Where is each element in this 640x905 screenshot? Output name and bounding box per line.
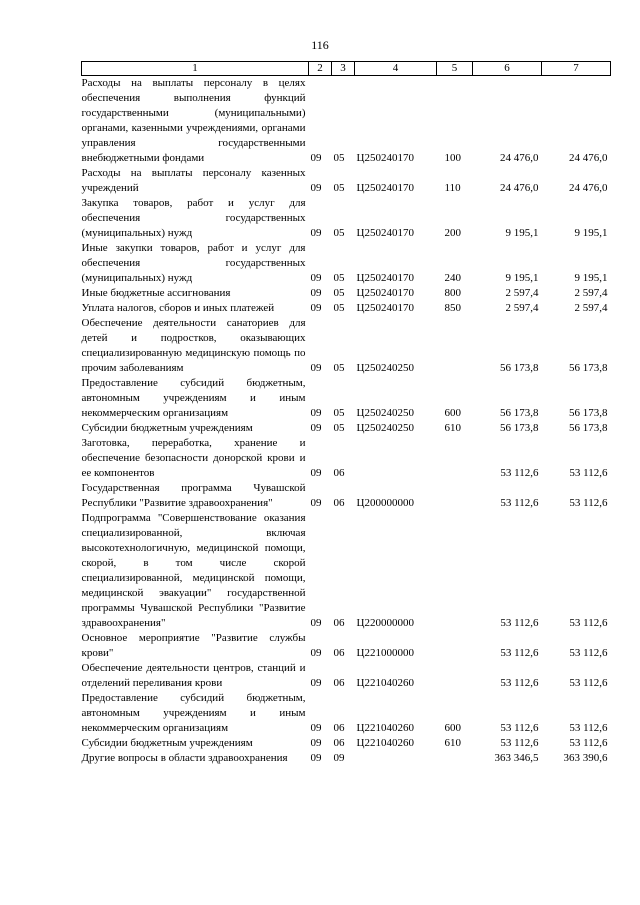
row-target-code: Ц250240170 — [356, 287, 414, 299]
row-name: Иные бюджетные ассигнования — [81, 287, 231, 299]
row-name: Основное мероприятие "Развитие службы крови" — [81, 632, 306, 659]
table-row — [82, 661, 611, 691]
row-amount-2: 24 476,0 — [569, 152, 608, 164]
column-header-amount-1: 6 — [473, 62, 542, 76]
table-row — [82, 376, 611, 421]
row-amount-2: 2 597,4 — [574, 287, 608, 299]
row-amount-1: 56 173,8 — [500, 422, 539, 434]
table-row — [82, 481, 611, 511]
row-section-code: 09 — [310, 497, 322, 509]
row-section-code: 09 — [310, 227, 322, 239]
row-amount-2: 9 195,1 — [574, 227, 608, 239]
column-header-section: 2 — [309, 62, 332, 76]
table-row — [82, 76, 611, 167]
row-section-code: 09 — [310, 152, 322, 164]
row-target-code: Ц221000000 — [356, 647, 414, 659]
row-expense-type: 200 — [444, 227, 461, 239]
row-subsection-code: 06 — [333, 497, 345, 509]
table-row — [82, 691, 611, 736]
row-target-code — [355, 751, 437, 766]
table-row — [82, 166, 611, 196]
row-expense-type: 850 — [444, 302, 461, 314]
row-target-code: Ц250240170 — [356, 272, 414, 284]
row-expense-type — [437, 481, 473, 511]
row-target-code: Ц221040260 — [356, 722, 414, 734]
column-header-expense-type: 5 — [437, 62, 473, 76]
row-section-code: 09 — [310, 272, 322, 284]
row-amount-1: 2 597,4 — [505, 302, 539, 314]
table-row — [82, 241, 611, 286]
budget-table — [81, 61, 611, 766]
row-amount-1: 53 112,6 — [500, 677, 539, 689]
table-row — [82, 511, 611, 631]
row-expense-type: 600 — [444, 407, 461, 419]
row-name: Расходы на выплаты персоналу казенных учреждений — [81, 167, 306, 194]
row-subsection-code: 06 — [333, 722, 345, 734]
row-expense-type: 110 — [444, 182, 461, 194]
row-expense-type: 240 — [444, 272, 461, 284]
row-amount-2: 53 112,6 — [569, 722, 608, 734]
row-target-code: Ц250240250 — [356, 407, 414, 419]
table-row — [82, 301, 611, 316]
row-section-code: 09 — [310, 677, 322, 689]
row-subsection-code: 05 — [333, 422, 345, 434]
row-name: Предоставление субсидий бюджетным, автономным учреждениям и иным некоммерческим организациям — [81, 692, 306, 734]
row-amount-2: 56 173,8 — [569, 407, 608, 419]
row-name: Расходы на выплаты персоналу в целях обеспечения выполнения функций государственными (муниципальными) органами, казенными учреждениями, органами управления государственными внебюджетными фондами — [81, 77, 306, 164]
row-section-code: 09 — [310, 362, 322, 374]
row-name: Закупка товаров, работ и услуг для обеспечения государственных (муниципальных) нужд — [81, 197, 306, 239]
row-amount-2: 56 173,8 — [569, 422, 608, 434]
row-amount-1: 2 597,4 — [505, 287, 539, 299]
row-amount-1: 56 173,8 — [500, 362, 539, 374]
row-expense-type: 100 — [444, 152, 461, 164]
row-amount-1: 24 476,0 — [500, 182, 539, 194]
row-expense-type — [437, 631, 473, 661]
table-row — [82, 736, 611, 751]
row-amount-1: 53 112,6 — [500, 737, 539, 749]
row-subsection-code: 05 — [333, 152, 345, 164]
row-name: Субсидии бюджетным учреждениям — [81, 422, 253, 434]
table-header — [82, 62, 611, 76]
table-row — [82, 631, 611, 661]
row-amount-1: 9 195,1 — [505, 227, 539, 239]
row-subsection-code: 06 — [333, 467, 345, 479]
row-expense-type — [437, 316, 473, 376]
row-target-code: Ц220000000 — [356, 617, 414, 629]
row-subsection-code: 06 — [333, 677, 345, 689]
row-subsection-code: 09 — [333, 752, 345, 764]
row-amount-1: 53 112,6 — [500, 467, 539, 479]
row-target-code: Ц250240170 — [356, 302, 414, 314]
row-name: Обеспечение деятельности центров, станций и отделений переливания крови — [81, 662, 306, 689]
table-row — [82, 421, 611, 436]
table-row — [82, 316, 611, 376]
row-subsection-code: 06 — [333, 737, 345, 749]
row-expense-type — [437, 751, 473, 766]
row-target-code: Ц221040260 — [356, 737, 414, 749]
row-amount-2: 53 112,6 — [569, 737, 608, 749]
row-subsection-code: 05 — [333, 272, 345, 284]
table-body — [82, 76, 611, 767]
row-target-code: Ц221040260 — [356, 677, 414, 689]
row-amount-2: 53 112,6 — [569, 677, 608, 689]
row-amount-1: 56 173,8 — [500, 407, 539, 419]
row-expense-type: 610 — [444, 737, 461, 749]
row-expense-type: 600 — [444, 722, 461, 734]
row-name: Подпрограмма "Совершенствование оказания специализированной, включая высокотехнологичную, медицинской помощи, скорой, в том числе скорой специализированной, медицинской помощи, медицинской эвакуации" государственной программы Чувашской Республики "Развитие здравоохранения" — [81, 512, 306, 629]
row-expense-type — [437, 436, 473, 481]
row-amount-2: 9 195,1 — [574, 272, 608, 284]
row-amount-1: 53 112,6 — [500, 722, 539, 734]
column-header-amount-2: 7 — [542, 62, 611, 76]
table-row — [82, 196, 611, 241]
table-row — [82, 436, 611, 481]
row-name: Обеспечение деятельности санаториев для детей и подростков, оказывающих специализированную медицинскую помощь по прочим заболеваниям — [81, 317, 306, 374]
row-amount-1: 53 112,6 — [500, 647, 539, 659]
row-section-code: 09 — [310, 617, 322, 629]
row-section-code: 09 — [310, 722, 322, 734]
row-amount-2: 53 112,6 — [569, 647, 608, 659]
row-expense-type: 610 — [444, 422, 461, 434]
row-section-code: 09 — [310, 422, 322, 434]
row-subsection-code: 05 — [333, 362, 345, 374]
row-target-code — [355, 436, 437, 481]
column-header-target-code: 4 — [355, 62, 437, 76]
row-name: Государственная программа Чувашской Республики "Развитие здравоохранения" — [81, 482, 306, 509]
row-name: Субсидии бюджетным учреждениям — [81, 737, 253, 749]
row-amount-2: 56 173,8 — [569, 362, 608, 374]
row-section-code: 09 — [310, 737, 322, 749]
row-section-code: 09 — [310, 302, 322, 314]
row-target-code: Ц250240170 — [356, 182, 414, 194]
row-name: Уплата налогов, сборов и иных платежей — [81, 302, 275, 314]
row-target-code: Ц250240250 — [356, 362, 414, 374]
row-section-code: 09 — [310, 467, 322, 479]
row-subsection-code: 06 — [333, 647, 345, 659]
row-amount-1: 24 476,0 — [500, 152, 539, 164]
row-amount-1: 9 195,1 — [505, 272, 539, 284]
row-subsection-code: 05 — [333, 287, 345, 299]
row-subsection-code: 06 — [333, 617, 345, 629]
row-expense-type — [437, 661, 473, 691]
row-section-code: 09 — [310, 182, 322, 194]
table-row — [82, 286, 611, 301]
row-section-code: 09 — [310, 752, 322, 764]
page-number: 116 — [311, 38, 329, 52]
row-amount-2: 2 597,4 — [574, 302, 608, 314]
row-subsection-code: 05 — [333, 182, 345, 194]
row-target-code: Ц200000000 — [356, 497, 414, 509]
row-section-code: 09 — [310, 287, 322, 299]
row-section-code: 09 — [310, 647, 322, 659]
row-target-code: Ц250240170 — [356, 152, 414, 164]
row-amount-2: 363 390,6 — [563, 752, 608, 764]
row-amount-2: 53 112,6 — [569, 497, 608, 509]
row-subsection-code: 05 — [333, 407, 345, 419]
row-expense-type — [437, 511, 473, 631]
row-amount-1: 53 112,6 — [500, 497, 539, 509]
row-target-code: Ц250240250 — [356, 422, 414, 434]
row-expense-type: 800 — [444, 287, 461, 299]
row-amount-2: 53 112,6 — [569, 467, 608, 479]
column-header-name: 1 — [82, 62, 309, 76]
row-name: Другие вопросы в области здравоохранения — [81, 752, 288, 764]
row-amount-1: 53 112,6 — [500, 617, 539, 629]
row-amount-1: 363 346,5 — [494, 752, 539, 764]
row-subsection-code: 05 — [333, 227, 345, 239]
row-amount-2: 53 112,6 — [569, 617, 608, 629]
column-header-subsection: 3 — [332, 62, 355, 76]
row-name: Предоставление субсидий бюджетным, автономным учреждениям и иным некоммерческим организациям — [81, 377, 306, 419]
row-amount-2: 24 476,0 — [569, 182, 608, 194]
row-name: Иные закупки товаров, работ и услуг для обеспечения государственных (муниципальных) нужд — [81, 242, 306, 284]
table-row — [82, 751, 611, 766]
row-subsection-code: 05 — [333, 302, 345, 314]
row-section-code: 09 — [310, 407, 322, 419]
row-target-code: Ц250240170 — [356, 227, 414, 239]
row-name: Заготовка, переработка, хранение и обеспечение безопасности донорской крови и ее компонентов — [81, 437, 306, 479]
